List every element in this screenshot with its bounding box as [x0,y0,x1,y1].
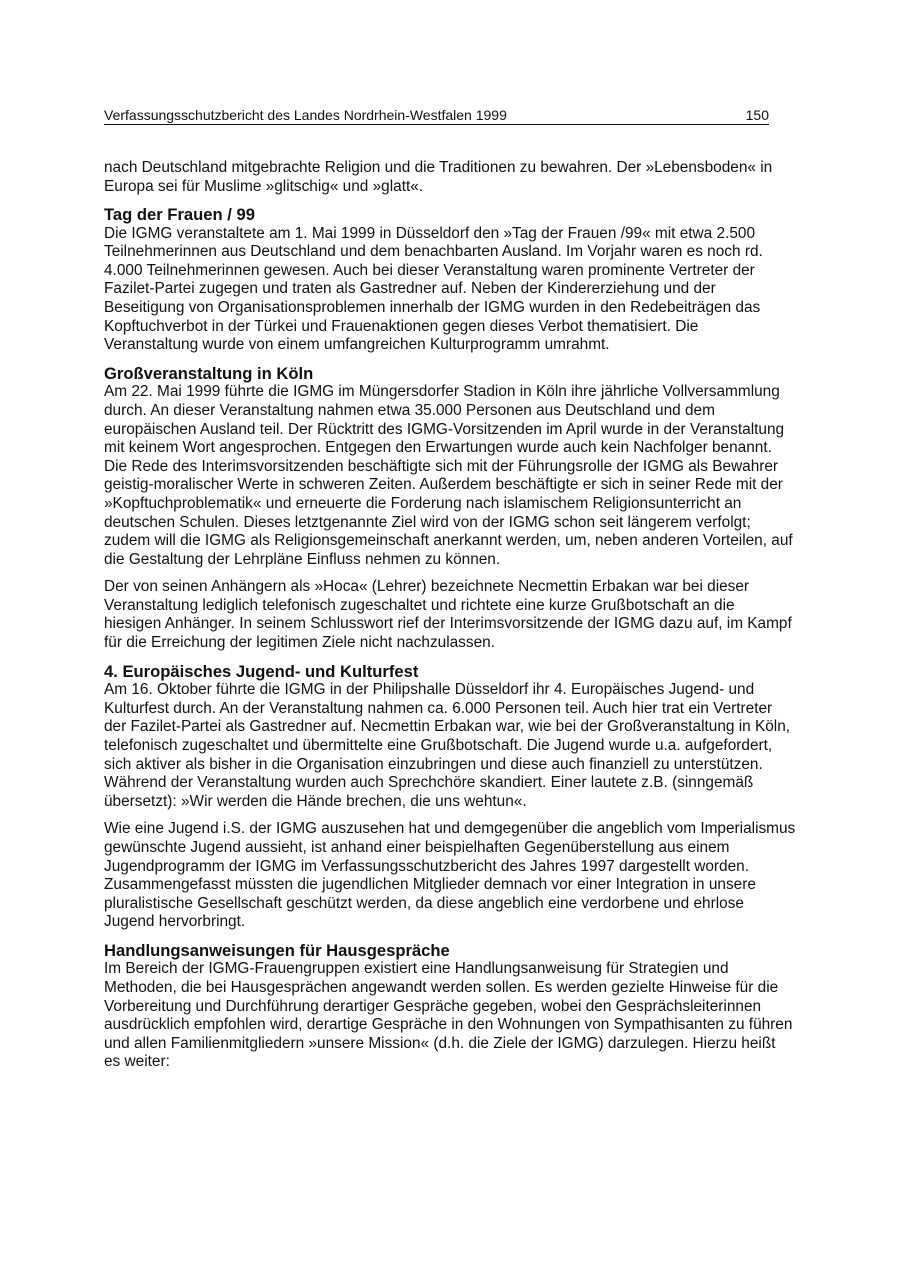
section-heading: Großveranstaltung in Köln [104,363,314,383]
paragraph: Die IGMG veranstaltete am 1. Mai 1999 in Düsseldorf den »Tag der Frauen /99« mit etwa 2.500 Teilnehmerinnen aus Deutschland und dem benachbarten Ausland. Im Vorjahr waren es noch rd. 4.000 Teilnehmerinnen gewesen. Auch bei dieser Veranstaltung waren prominente Vertreter der Fazilet-Partei zugegen und traten als Gastredner auf. Neben der Kindererziehung und der Beseitigung von Organisationsproblemen innerhalb der IGMG wurden in den Redebeiträgen das Kopftuchverbot in der Türkei und Frauenaktionen gegen dieses Verbot thematisiert. Die Veranstaltung wurde von einem umfangreichen Kulturprogramm umrahmt. [104,224,763,354]
section-heading: Tag der Frauen / 99 [104,205,255,225]
paragraph: Im Bereich der IGMG-Frauengruppen existiert eine Handlungsanweisung für Strategien und Methoden, die bei Hausgesprächen angewandt werden sollen. Es werden gezielte Hinweise für die Vorbereitung und Durchführung derartiger Gespräche gegeben, wobei den Gesprächsleiterinnen ausdrücklich empfohlen wird, derartige Gespräche in den Wohnungen von Sympathisanten zu führen und allen Familienmitgliedern »unsere Mission« (d.h. die Ziele der IGMG) darzulegen. Hierzu heißt es weiter: [104,960,793,1071]
body-text [104,159,796,1081]
running-header [104,106,769,125]
paragraph: Wie eine Jugend i.S. der IGMG auszusehen hat und demgegenüber die angeblich vom Imperialismus gewünschte Jugend aussieht, ist anhand einer beispielhaften Gegenüberstellung aus einem Jugendprogramm der IGMG im Verfassungsschutzbericht des Jahres 1997 dargestellt worden. Zusammengefasst müssten die jugendlichen Mitglieder demnach vor einer Integration in unsere pluralistische Gesellschaft geschützt werden, da diese angeblich eine verdorbene und ehrlose Jugend hervorbringt. [104,820,796,931]
paragraph: Am 22. Mai 1999 führte die IGMG im Müngersdorfer Stadion in Köln ihre jährliche Vollversammlung durch. An dieser Veranstaltung nahmen etwa 35.000 Personen aus Deutschland und dem europäischen Ausland teil. Der Rücktritt des IGMG-Vorsitzenden im April wurde in der Veranstaltung mit keinem Wort angesprochen. Entgegen den Erwartungen wurde auch kein Nachfolger benannt. Die Rede des Interimsvorsitzenden beschäftigte sich mit der Führungsrolle der IGMG als Bewahrer geistig-moralischer Werte in schweren Zeiten. Außerdem beschäftigte er sich in seiner Rede mit der »Kopftuchproblematik« und erneuerte die Forderung nach islamischem Religionsunterricht an deutschen Schulen. Dieses letztgenannte Ziel wird von der IGMG schon seit längerem verfolgt; zudem will die IGMG als Religionsgemeinschaft anerkannt werden, um, neben anderen Vorteilen, auf die Gestaltung der Lehrpläne Einfluss nehmen zu können. [104,383,793,568]
section-heading: 4. Europäisches Jugend- und Kulturfest [104,661,419,681]
section-jugend-kulturfest [104,662,796,932]
section-grossveranstaltung-koeln [104,364,796,653]
paragraph: Am 16. Oktober führte die IGMG in der Philipshalle Düsseldorf ihr 4. Europäisches Jugend- und Kulturfest durch. An der Veranstaltung nahmen ca. 6.000 Personen teil. Auch hier trat ein Vertreter der Fazilet-Partei als Gastredner auf. Necmettin Erbakan war, wie bei der Großveranstaltung in Köln, telefonisch zugeschaltet und übermittelte eine Grußbotschaft. Die Jugend wurde u.a. aufgefordert, sich aktiver als bisher in die Organisation einzubringen und diese auch finanziell zu unterstützen. Während der Veranstaltung wurden auch Sprechchöre skandiert. Einer lautete z.B. (sinngemäß übersetzt): »Wir werden die Hände brechen, die uns wehtun«. [104,681,791,810]
section-heading: Handlungsanweisungen für Hausgespräche [104,940,450,960]
section-tag-der-frauen [104,205,796,355]
section-hausgespraeche [104,941,796,1072]
header-title: Verfassungsschutzbericht des Landes Nordrhein-Westfalen 1999 [104,107,507,123]
intro-paragraph: nach Deutschland mitgebrachte Religion und die Traditionen zu bewahren. Der »Lebensboden« in Europa sei für Muslime »glitschig« und »glatt«. [104,159,773,195]
page-number: 150 [745,107,769,123]
paragraph: Der von seinen Anhängern als »Hoca« (Lehrer) bezeichnete Necmettin Erbakan war bei dieser Veranstaltung lediglich telefonisch zugeschaltet und richtete eine kurze Grußbotschaft an die hiesigen Anhänger. In seinem Schlusswort rief der Interimsvorsitzende der IGMG dazu auf, im Kampf für die Erreichung der legitimen Ziele nicht nachzulassen. [104,578,792,652]
